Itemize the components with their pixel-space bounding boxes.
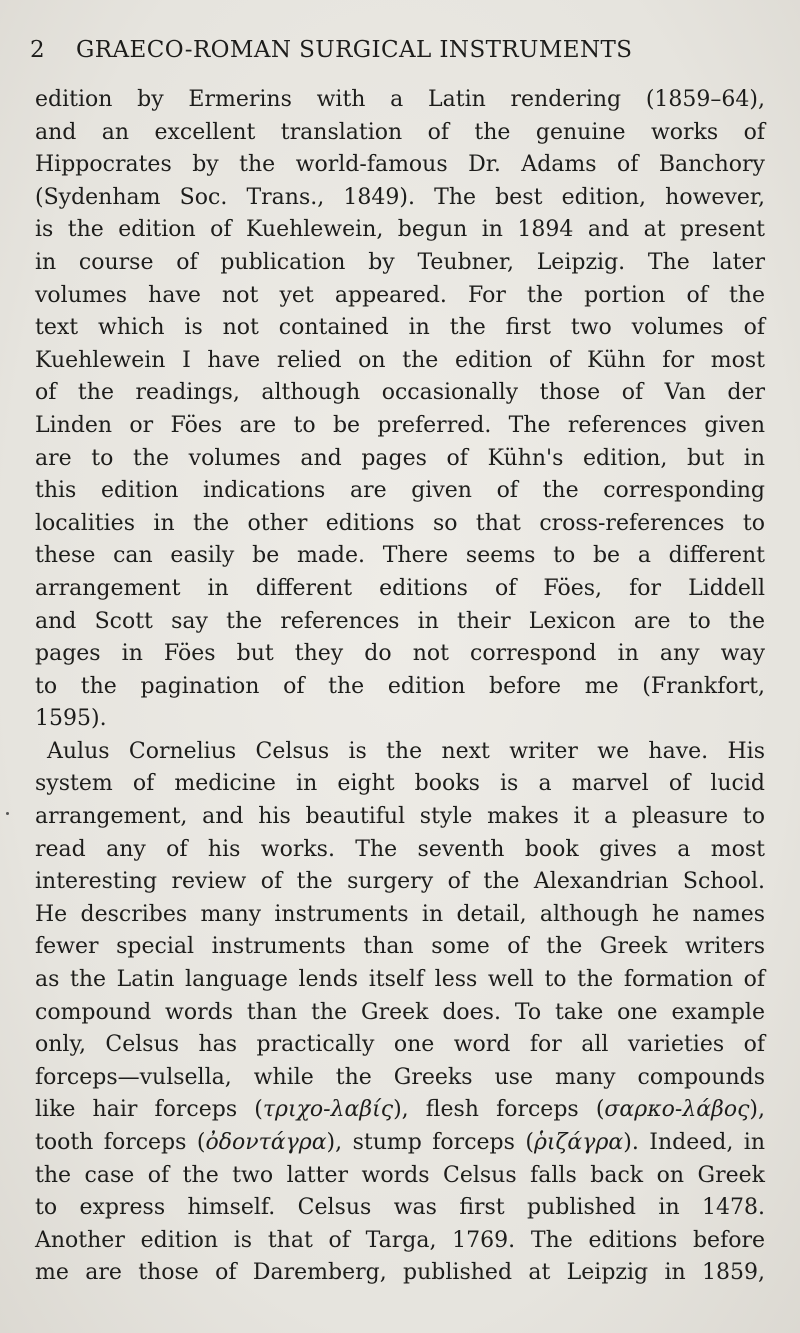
text-line: in course of publication by Teubner, Leipzig. The later xyxy=(35,249,765,275)
text-line: volumes have not yet appeared. For the portion of the xyxy=(35,282,765,308)
text-fragment: ). Indeed, in xyxy=(623,1130,765,1155)
text-line: read any of his works. The seventh book gives a most xyxy=(35,836,765,862)
text-line: edition by Ermerins with a Latin rendering (1859–64), xyxy=(35,87,765,112)
text-line: of the readings, although occasionally those of Van der xyxy=(35,380,765,406)
paragraph-end-line: 1595). xyxy=(35,706,107,732)
text-line: compound words than the Greek does. To take one example xyxy=(35,999,765,1025)
text-line: Hippocrates by the world-famous Dr. Adams of Banchory xyxy=(35,152,765,178)
greek-term: σαρκο-λάβος xyxy=(604,1097,750,1123)
margin-mark xyxy=(6,812,9,815)
text-line: fewer special instruments than some of the Greek writers xyxy=(35,934,765,960)
text-line: text which is not contained in the first two volumes of xyxy=(35,315,765,341)
text-line: He describes many instruments in detail, although he names xyxy=(35,901,765,927)
text-line: me are those of Daremberg, published at Leipzig in 1859, xyxy=(35,1260,765,1286)
text-fragment: ), flesh forceps ( xyxy=(393,1097,605,1123)
greek-term: τριχο-λαβίς xyxy=(262,1097,394,1123)
text-line: system of medicine in eight books is a marvel of lucid xyxy=(35,771,765,797)
greek-text-line xyxy=(35,1127,765,1160)
running-title: GRAECO-ROMAN SURGICAL INSTRUMENTS xyxy=(76,37,633,63)
text-line: arrangement, and his beautiful style makes it a pleasure to xyxy=(35,804,765,830)
text-line: these can easily be made. There seems to be a different xyxy=(35,543,765,569)
greek-term: ῥιζάγρα xyxy=(533,1130,624,1155)
greek-term: ὀδοντάγρα xyxy=(205,1130,327,1155)
text-line: only, Celsus has practically one word for all varieties of xyxy=(35,1032,765,1058)
text-line: interesting review of the surgery of the Alexandrian School. xyxy=(35,869,765,895)
text-line: pages in Föes but they do not correspond in any way xyxy=(35,641,765,667)
text-fragment: ), stump forceps ( xyxy=(326,1130,534,1155)
text-fragment: tooth forceps ( xyxy=(35,1130,206,1155)
text-line: this edition indications are given of the corresponding xyxy=(35,478,765,504)
text-line: arrangement in different editions of Föes, for Liddell xyxy=(35,575,765,601)
text-line: the case of the two latter words Celsus falls back on Greek xyxy=(35,1162,765,1188)
text-line: forceps—vulsella, while the Greeks use many compounds xyxy=(35,1064,765,1090)
paragraph-start-line: Aulus Cornelius Celsus is the next writer we have. His xyxy=(47,738,765,764)
text-line: to express himself. Celsus was first published in 1478. xyxy=(35,1195,765,1221)
text-line: Kuehlewein I have relied on the edition of Kühn for most xyxy=(35,347,765,373)
text-line: Linden or Föes are to be preferred. The references given xyxy=(35,412,765,438)
text-line: are to the volumes and pages of Kühn's edition, but in xyxy=(35,445,765,471)
text-line: Another edition is that of Targa, 1769. The editions before xyxy=(35,1227,765,1253)
text-fragment: like hair forceps ( xyxy=(35,1097,263,1123)
running-head xyxy=(30,34,770,66)
text-line: as the Latin language lends itself less well to the formation of xyxy=(35,967,765,993)
text-line: localities in the other editions so that cross-references to xyxy=(35,510,765,536)
text-line: is the edition of Kuehlewein, begun in 1894 and at present xyxy=(35,217,765,243)
body-text xyxy=(35,84,765,1290)
text-line: and an excellent translation of the genuine works of xyxy=(35,119,765,145)
text-line: (Sydenham Soc. Trans., 1849). The best edition, however, xyxy=(35,184,765,210)
page-number: 2 xyxy=(30,37,46,63)
greek-text-line xyxy=(35,1094,765,1127)
text-line: to the pagination of the edition before me (Frankfort, xyxy=(35,673,765,699)
text-fragment: ), xyxy=(749,1097,765,1123)
text-line: and Scott say the references in their Lexicon are to the xyxy=(35,608,765,634)
